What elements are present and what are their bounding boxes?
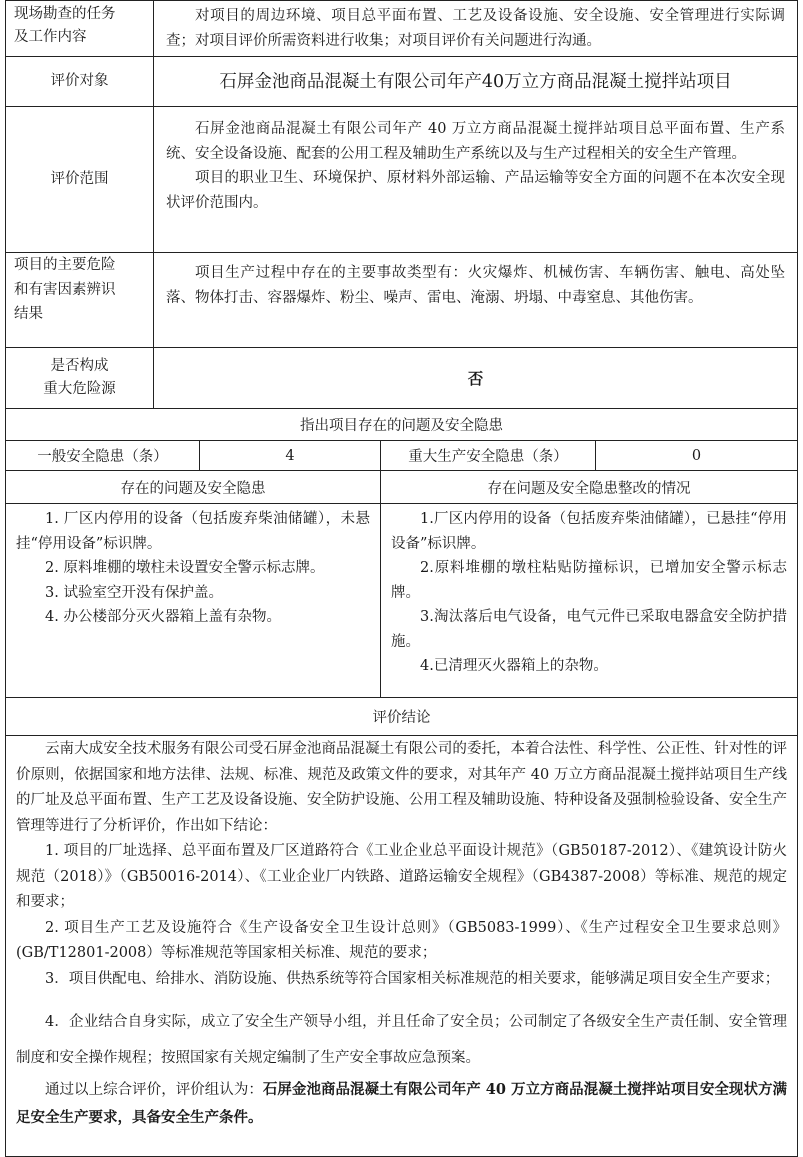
survey-label-line1: 现场勘查的任务	[14, 6, 116, 22]
conclusion-final	[16, 1076, 787, 1132]
survey-task-label	[6, 1, 153, 56]
evaluation-scope-paragraph-2: 项目的职业卫生、环境保护、原材料外部运输、产品运输等安全方面的问题不在本次安全现状评价范围内。	[166, 170, 785, 211]
major-hazard-label: 重大生产安全隐患（条）	[380, 441, 595, 470]
general-hazard-count: 4	[199, 441, 380, 470]
major-hazard-label-line2: 重大危险源	[43, 381, 116, 397]
fixes-column-header: 存在问题及安全隐患整改的情况	[380, 471, 797, 503]
general-hazard-label: 一般安全隐患（条）	[37, 449, 168, 465]
row-conclusion-body	[5, 736, 798, 1157]
row-evaluation-object	[5, 57, 798, 107]
row-issue-column-headers	[5, 471, 798, 504]
issue-item: 4. 办公楼部分灭火器箱上盖有杂物。	[45, 609, 281, 625]
hazards-label-line2: 和有害因素辨识	[14, 281, 116, 298]
issue-item: 2. 原料堆棚的墩柱未设置安全警示标志牌。	[45, 560, 325, 576]
survey-task-content	[153, 1, 797, 56]
row-main-hazards	[5, 253, 798, 348]
survey-task-text: 对项目的周边环境、项目总平面布置、工艺及设备设施、安全设施、安全管理进行实际调查；对项目评价所需资料进行收集；对项目评价有关问题进行沟通。	[166, 8, 785, 49]
main-hazards-content	[153, 253, 797, 347]
conclusion-item: 2. 项目生产工艺及设施符合《生产设备安全卫生设计总则》（GB5083-1999）、《生产过程安全卫生要求总则》(GB/T12801-2008）等标准规范等国家相关标准、规范的要求；	[16, 919, 787, 961]
conclusion-item: 3．项目供配电、给排水、消防设施、供热系统等符合国家相关标准规范的相关要求，能够满足项目安全生产要求；	[45, 970, 780, 987]
main-hazards-text: 项目生产过程中存在的主要事故类型有：火灾爆炸、机械伤害、车辆伤害、触电、高处坠落、物体打击、容器爆炸、粉尘、噪声、雷电、淹溺、坍塌、中毒窒息、其他伤害。	[166, 265, 785, 306]
evaluation-object-value: 石屏金池商品混凝土有限公司年产40万立方商品混凝土搅拌站项目	[153, 57, 797, 106]
major-hazard-label-line1: 是否构成	[50, 358, 109, 374]
issues-column-header: 存在的问题及安全隐患	[120, 480, 266, 497]
fix-item: 3.淘汰落后电气设备，电气元件已采取电器盒安全防护措施。	[391, 609, 787, 650]
conclusion-item: 1. 项目的厂址选择、总平面布置及厂区道路符合《工业企业总平面设计规范》（GB50187-2012）、《建筑设计防火规范（2018）》（GB50016-2014）、《工业企业厂内铁路、道路运输安全规程》（GB4387-2008）等标准、规范的规定和要求；	[16, 843, 787, 910]
conclusion-final-statement: 石屏金池商品混凝土有限公司年产 40 万立方商品混凝土搅拌站项目安全现状方满足安全生产要求，具备安全生产条件。	[16, 1081, 787, 1126]
evaluation-scope-label: 评价范围	[50, 171, 109, 187]
row-major-hazard-source	[5, 348, 798, 409]
fix-item: 4.已清理灭火器箱上的杂物。	[420, 658, 608, 674]
row-issues-title	[5, 409, 798, 441]
conclusion-title: 评价结论	[372, 710, 431, 726]
major-hazard-source-label	[6, 348, 153, 408]
issues-section-title: 指出项目存在的问题及安全隐患	[300, 418, 503, 434]
conclusion-final-prefix: 通过以上综合评价，评价组认为：	[45, 1082, 263, 1098]
conclusion-body	[6, 736, 797, 1156]
main-hazards-label	[6, 253, 153, 347]
evaluation-document	[5, 0, 798, 1157]
fixes-list	[380, 504, 797, 697]
row-conclusion-title	[5, 698, 798, 736]
evaluation-scope-paragraph-1: 石屏金池商品混凝土有限公司年产 40 万立方商品混凝土搅拌站项目总平面布置、生产系统、安全设备设施、配套的公用工程及辅助生产系统以及与生产过程相关的安全生产管理。	[166, 121, 785, 162]
row-evaluation-scope	[5, 107, 798, 253]
row-issues-and-fixes	[5, 504, 798, 698]
conclusion-intro: 云南大成安全技术服务有限公司受石屏金池商品混凝土有限公司的委托，本着合法性、科学性、公正性、针对性的评价原则，依据国家和地方法律、法规、标准、规范及政策文件的要求，对其年产 40 万立方商品混凝土搅拌站项目生产线的厂址及总平面布置、生产工艺及设备设施、安全防护设施、公用工程及辅助设施、特种设备及强制检验设备、安全生产管理等进行了分析评价，作出如下结论：	[16, 741, 787, 834]
row-survey-task	[5, 0, 798, 57]
issues-list	[6, 504, 380, 697]
issue-item: 3. 试验室空开没有保护盖。	[45, 584, 223, 601]
major-hazard-count: 0	[595, 441, 797, 470]
evaluation-object-label: 评价对象	[50, 73, 109, 89]
major-hazard-source-value: 否	[153, 348, 797, 408]
row-hazard-counts	[5, 441, 798, 471]
fix-item: 2.原料堆棚的墩柱粘贴防撞标识，已增加安全警示标志牌。	[391, 560, 787, 601]
issue-item: 1. 厂区内停用的设备（包括废弃柴油储罐），未悬挂“停用设备”标识牌。	[16, 511, 370, 552]
evaluation-scope-content	[153, 107, 797, 252]
hazards-label-line1: 项目的主要危险	[14, 257, 116, 273]
survey-label-line2: 及工作内容	[14, 29, 87, 45]
fix-item: 1.厂区内停用的设备（包括废弃柴油储罐），已悬挂“停用设备”标识牌。	[391, 511, 787, 552]
conclusion-item: 4．企业结合自身实际，成立了安全生产领导小组，并且任命了安全员；公司制定了各级安全生产责任制、安全管理制度和安全操作规程；按照国家有关规定编制了生产安全事故应急预案。	[16, 1014, 787, 1066]
hazards-label-line3: 结果	[14, 306, 43, 322]
